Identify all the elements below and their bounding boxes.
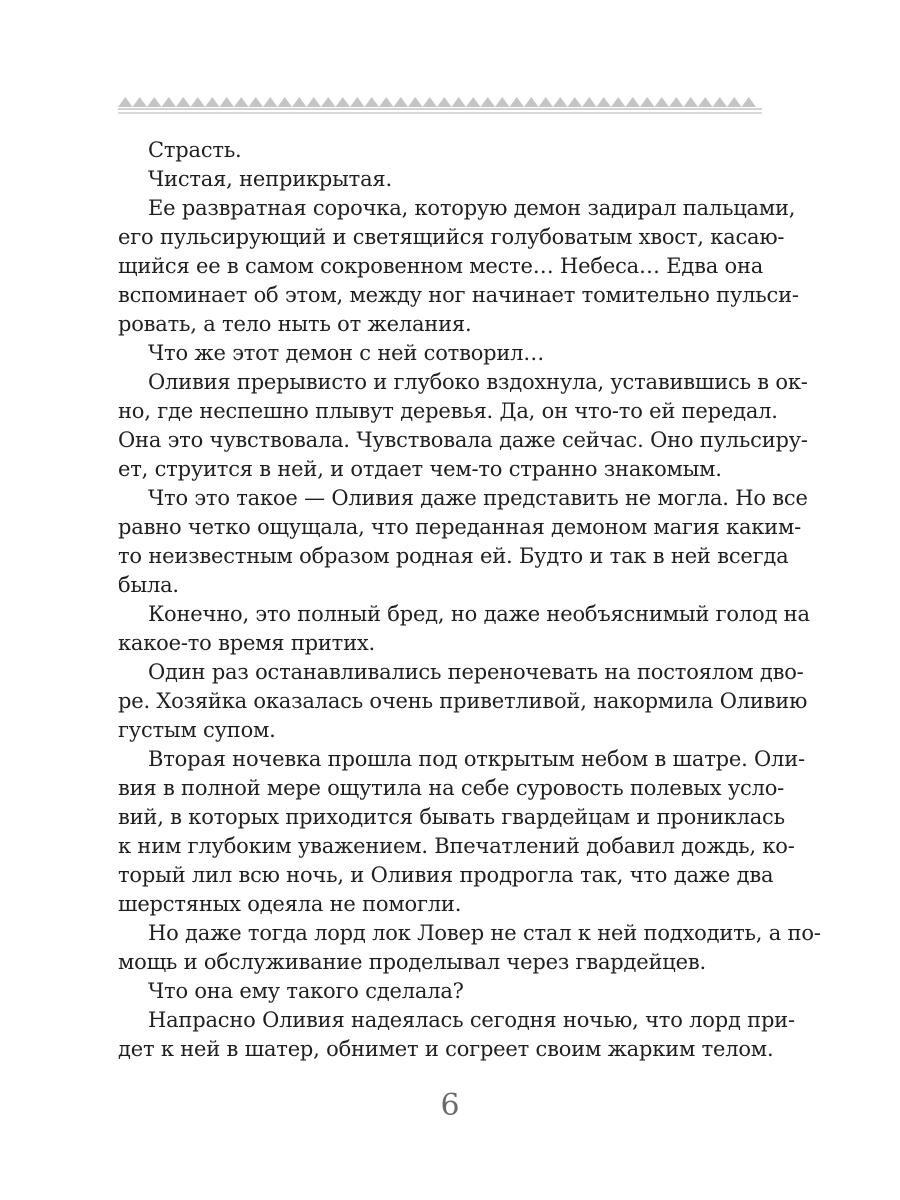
text-line: ре. Хозяйка оказалась очень приветливой, накормила Оливию [118,689,808,713]
ornament-tooth [495,97,510,107]
ornament-tooth [118,97,133,107]
ornament-tooth [481,97,496,107]
ornament-tooth [626,97,641,107]
text-line: Что она ему такого сделала? [148,979,464,1003]
text-line: равно четко ощущала, что переданная демоном магия каким- [118,515,802,539]
text-line: Что же этот демон с ней сотворил… [148,341,545,365]
ornament-tooth [452,97,467,107]
text-line: Оливия прерывисто и глубоко вздохнула, уставившись в ок- [148,370,808,394]
text-line: Чистая, неприкрытая. [148,167,392,191]
ornament-tooth [524,97,539,107]
ornament-tooth [263,97,278,107]
ornament-tooth [437,97,452,107]
ornament-tooth [147,97,162,107]
text-line: мощь и обслуживание проделывал через гвардейцев. [118,950,706,974]
text-line: то неизвестным образом родная ей. Будто и так в ней всегда [118,544,789,568]
ornament-tooth [321,97,336,107]
ornament-tooth [278,97,293,107]
ornament-tooth [684,97,699,107]
ornament-tooth [539,97,554,107]
text-line: была. [118,573,179,597]
ornament-tooth [307,97,322,107]
ornament-tooth [350,97,365,107]
paragraph [118,194,799,339]
zigzag-ornament-icon [118,93,762,115]
ornament-tooth [234,97,249,107]
paragraph [118,977,758,1006]
text-line: Вторая ночевка прошла под открытым небом в шатре. Оли- [148,747,805,771]
text-line: какое-то время притих. [118,631,375,655]
ornament-tooth [582,97,597,107]
paragraph [118,919,821,977]
paragraph [118,1006,795,1064]
text-line: Но даже тогда лорд лок Ловер не стал к ней подходить, а по- [148,921,821,945]
paragraph [118,368,808,484]
text-line: вий, в которых приходится бывать гвардейцам и прониклась [118,805,785,829]
ornament-tooth [176,97,191,107]
paragraph [118,600,810,658]
ornament-tooth [727,97,742,107]
text-line: шерстяных одеяла не помогли. [118,892,462,916]
ornament-tooth [655,97,670,107]
text-line: щийся ее в самом сокровенном месте… Небеса… Едва она [118,254,764,278]
ornament-tooth [162,97,177,107]
paragraph [118,745,805,919]
text-line: вспоминает об этом, между ног начинает томительно пульси- [118,283,799,307]
ornament-tooth [611,97,626,107]
ornament-tooth [394,97,409,107]
text-line: дет к ней в шатер, обнимет и согреет своим жарким телом. [118,1037,774,1061]
ornament-tooth [292,97,307,107]
paragraph [118,136,758,165]
ornament-tooth [713,97,728,107]
ornament-tooth [365,97,380,107]
page-number: 6 [440,1088,460,1123]
paragraph [118,339,758,368]
ornament-tooth [205,97,220,107]
ornament-tooth [220,97,235,107]
chapter-text [118,136,821,1064]
ornament-tooth [408,97,423,107]
ornament-tooth [597,97,612,107]
text-line: Страсть. [148,138,242,162]
text-line: его пульсирующий и светящийся голубоватым хвост, касаю- [118,225,785,249]
ornament-tooth [669,97,684,107]
ornament-tooth [568,97,583,107]
ornament-tooth [553,97,568,107]
paragraph [118,658,808,745]
text-line: ет, струится в ней, и отдает чем-то странно знакомым. [118,457,722,481]
text-line: ровать, а тело ныть от желания. [118,312,472,336]
paragraph [118,165,758,194]
text-line: Что это такое — Оливия даже представить не могла. Но все [148,486,808,510]
ornament-tooth [249,97,264,107]
text-line: Ее развратная сорочка, которую демон задирал пальцами, [148,196,796,220]
text-line: к ним глубоким уважением. Впечатлений добавил дождь, ко- [118,834,795,858]
ornament-tooth [423,97,438,107]
paragraph [118,484,808,600]
text-line: Конечно, это полный бред, но даже необъяснимый голод на [148,602,810,626]
ornament-tooth [742,97,757,107]
ornament-tooth [379,97,394,107]
text-line: Она это чувствовала. Чувствовала даже сейчас. Оно пульсиру- [118,428,808,452]
ornament-tooth [191,97,206,107]
text-line: вия в полной мере ощутила на себе суровость полевых усло- [118,776,785,800]
ornament-tooth [336,97,351,107]
text-line: густым супом. [118,718,276,742]
text-line: Один раз останавливались переночевать на постоялом дво- [148,660,804,684]
ornament-tooth [640,97,655,107]
text-line: торый лил всю ночь, и Оливия продрогла так, что даже два [118,863,774,887]
ornament-tooth [510,97,525,107]
text-line: Напрасно Оливия надеялась сегодня ночью, что лорд при- [148,1008,795,1032]
text-line: но, где неспешно плывут деревья. Да, он что-то ей передал. [118,399,778,423]
ornament-tooth [133,97,148,107]
ornament-tooth [698,97,713,107]
ornament-tooth [466,97,481,107]
